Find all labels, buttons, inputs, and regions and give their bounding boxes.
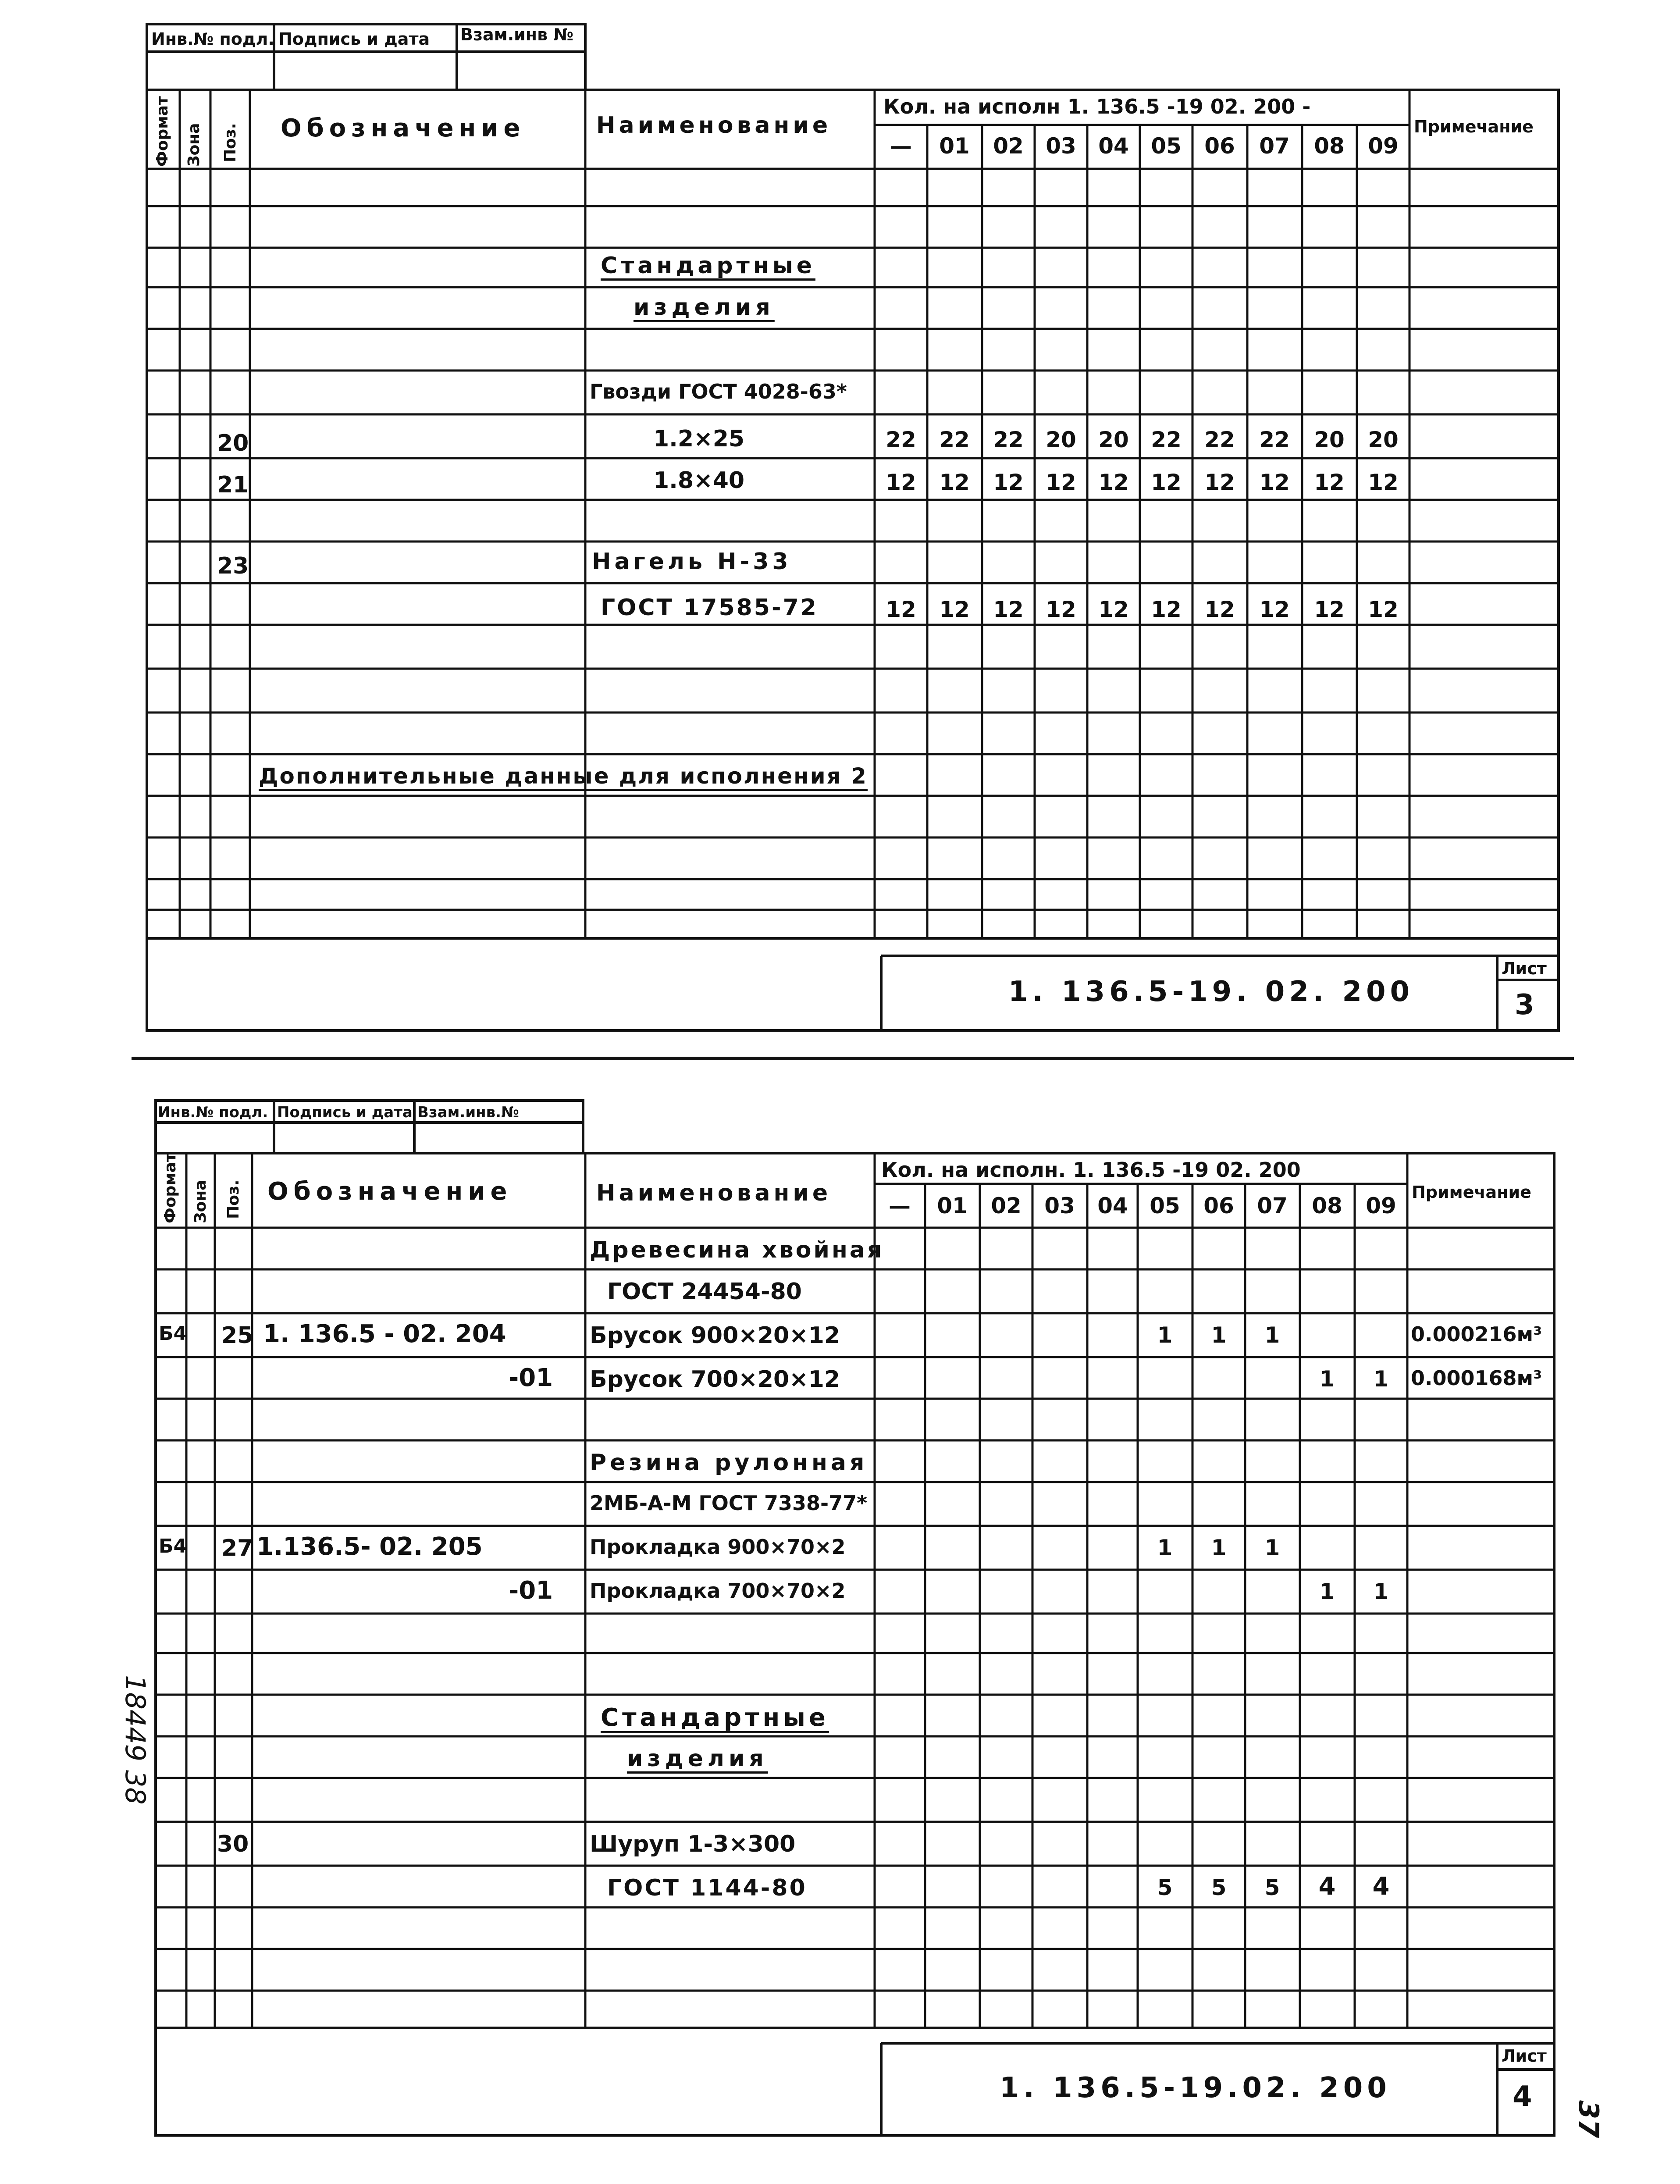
stamp-podpis: Подпись и дата: [277, 1104, 413, 1121]
header-zona: Зона: [192, 1179, 210, 1223]
row-name: ГОСТ 1144-80: [607, 1875, 807, 1901]
row-format: Б4: [159, 1535, 187, 1557]
row-value: 1: [1264, 1322, 1280, 1348]
header-kol: Кол. на исполн 1. 136.5 -19 02. 200 -: [883, 95, 1311, 118]
row-value: 1: [1319, 1579, 1335, 1604]
variant-header: 03: [1046, 133, 1076, 159]
row-value: 22: [1151, 427, 1182, 452]
row-value: 12: [1259, 597, 1290, 622]
variant-header: 04: [1098, 133, 1129, 159]
row-value: 5: [1264, 1875, 1280, 1900]
spec-sheet-3: [0, 0, 1680, 1052]
row-value: 12: [1204, 597, 1235, 622]
variant-header: —: [890, 133, 912, 159]
row-oboz: -01: [509, 1576, 553, 1605]
row-name: Прокладка 700×70×2: [590, 1579, 846, 1603]
row-value: 4: [1372, 1872, 1390, 1901]
row-note: 0.000216м³: [1411, 1322, 1542, 1346]
variant-header: 02: [993, 133, 1024, 159]
row-value: 12: [1259, 470, 1290, 495]
variant-header: 05: [1150, 1193, 1180, 1218]
row-value: 5: [1157, 1875, 1173, 1900]
row-oboz: 1.136.5- 02. 205: [256, 1532, 483, 1561]
row-value: 12: [993, 470, 1024, 495]
row-note: 0.000168м³: [1411, 1366, 1542, 1390]
row-name: Прокладка 900×70×2: [590, 1535, 846, 1559]
list-label: Лист: [1502, 2046, 1547, 2066]
header-zona: Зона: [185, 123, 203, 167]
header-oboznachenie: Обозначение: [267, 1177, 513, 1206]
stamp-vzam: Взам.инв.№: [417, 1104, 519, 1121]
header-poz: Поз.: [221, 123, 239, 162]
row-value: 12: [1046, 470, 1076, 495]
row-name: Резина рулонная: [590, 1450, 868, 1476]
row-value: 1: [1211, 1535, 1227, 1561]
list-number: 4: [1513, 2081, 1537, 2113]
row-value: 22: [886, 427, 916, 452]
header-oboznachenie: Обозначение: [281, 114, 526, 143]
variant-header: 05: [1151, 133, 1182, 159]
row-name: Древесина хвойная: [590, 1237, 884, 1263]
document-designation: 1. 136.5-19.02. 200: [1000, 2072, 1391, 2104]
row-value: 22: [939, 427, 970, 452]
row-poz: 25: [221, 1322, 253, 1349]
row-value: 5: [1211, 1875, 1227, 1900]
stamp-inv-podl: Инв.№ подл.: [158, 1104, 268, 1121]
header-primechanie: Примечание: [1414, 117, 1534, 136]
variant-header: 08: [1314, 133, 1345, 159]
section-title: Стандартные: [601, 253, 815, 279]
header-kol: Кол. на исполн. 1. 136.5 -19 02. 200: [881, 1158, 1301, 1182]
variant-header: 08: [1312, 1193, 1342, 1218]
variant-header: 04: [1097, 1193, 1128, 1218]
row-poz: 20: [217, 430, 249, 456]
row-name: 2МБ-А-М ГОСТ 7338-77*: [590, 1491, 868, 1515]
header-format: Формат: [153, 96, 171, 167]
row-oboz: -01: [509, 1364, 553, 1392]
row-name: ГОСТ 17585-72: [601, 595, 818, 621]
row-poz: 21: [217, 472, 249, 498]
item-nails: Гвозди ГОСТ 4028-63*: [590, 380, 847, 403]
header-format: Формат: [161, 1153, 179, 1223]
row-value: 22: [1204, 427, 1235, 452]
row-value: 12: [1368, 470, 1399, 495]
variant-header: 07: [1259, 133, 1290, 159]
row-value: 20: [1368, 427, 1399, 452]
row-value: 4: [1318, 1872, 1336, 1901]
variant-header: 02: [991, 1193, 1022, 1218]
row-value: 12: [939, 470, 970, 495]
row-name: 1.2×25: [653, 426, 745, 452]
row-value: 12: [1098, 470, 1129, 495]
header-primechanie: Примечание: [1412, 1183, 1531, 1202]
row-value: 22: [993, 427, 1024, 452]
row-format: Б4: [159, 1322, 187, 1345]
row-poz: 30: [217, 1831, 249, 1857]
list-label: Лист: [1502, 959, 1547, 978]
row-poz: 27: [221, 1535, 253, 1561]
row-value: 12: [1314, 470, 1345, 495]
row-value: 1: [1264, 1535, 1280, 1561]
variant-header: 03: [1044, 1193, 1075, 1218]
page-separator: [132, 1057, 1574, 1060]
row-value: 1: [1373, 1579, 1389, 1604]
section-title: изделия: [634, 294, 775, 321]
margin-archive-note: 18449 38: [119, 1675, 151, 1805]
row-name: Шуруп 1-3×300: [590, 1831, 796, 1857]
row-value: 1: [1157, 1535, 1173, 1561]
stamp-podpis: Подпись и дата: [278, 29, 430, 49]
row-name: Брусок 700×20×12: [590, 1366, 840, 1393]
row-oboz: 1. 136.5 - 02. 204: [263, 1320, 506, 1348]
row-value: 12: [1314, 597, 1345, 622]
header-poz: Поз.: [224, 1179, 242, 1219]
spec-sheet-4: [0, 1083, 1680, 2184]
row-value: 1: [1319, 1366, 1335, 1392]
row-name: 1.8×40: [653, 467, 745, 494]
row-name: Брусок 900×20×12: [590, 1322, 840, 1349]
variant-header: —: [889, 1193, 911, 1218]
variant-header: 01: [937, 1193, 968, 1218]
row-value: 12: [1046, 597, 1076, 622]
sheet-3-grid: [0, 0, 1680, 1052]
document-designation: 1. 136.5-19. 02. 200: [1008, 976, 1414, 1008]
variant-header: 06: [1204, 133, 1235, 159]
row-value: 12: [939, 597, 970, 622]
row-value: 12: [1151, 470, 1182, 495]
row-value: 22: [1259, 427, 1290, 452]
variant-header: 09: [1368, 133, 1399, 159]
page-number: 37: [1573, 2100, 1605, 2138]
row-value: 12: [1204, 470, 1235, 495]
list-number: 3: [1515, 989, 1539, 1021]
row-value: 12: [1368, 597, 1399, 622]
row-poz: 23: [217, 553, 249, 579]
row-value: 12: [886, 470, 916, 495]
row-name: ГОСТ 24454-80: [607, 1279, 802, 1305]
row-value: 1: [1373, 1366, 1389, 1392]
variant-header: 07: [1257, 1193, 1288, 1218]
variant-header: 09: [1366, 1193, 1396, 1218]
extra-data-title: Дополнительные данные для исполнения 2: [259, 763, 868, 789]
row-value: 20: [1046, 427, 1076, 452]
row-value: 12: [1098, 597, 1129, 622]
section-title: изделия: [627, 1746, 768, 1772]
row-value: 1: [1157, 1322, 1173, 1348]
section-title: Стандартные: [601, 1703, 829, 1732]
row-value: 12: [886, 597, 916, 622]
row-value: 20: [1314, 427, 1345, 452]
header-naimenovanie: Наименование: [596, 112, 832, 139]
row-name: Нагель Н-33: [592, 549, 792, 575]
stamp-inv-podl: Инв.№ подл.: [151, 29, 274, 49]
stamp-vzam: Взам.инв №: [460, 25, 574, 44]
row-value: 12: [1151, 597, 1182, 622]
row-value: 1: [1211, 1322, 1227, 1348]
variant-header: 01: [939, 133, 970, 159]
variant-header: 06: [1203, 1193, 1234, 1218]
row-value: 12: [993, 597, 1024, 622]
row-value: 20: [1098, 427, 1129, 452]
header-naimenovanie: Наименование: [596, 1180, 832, 1206]
